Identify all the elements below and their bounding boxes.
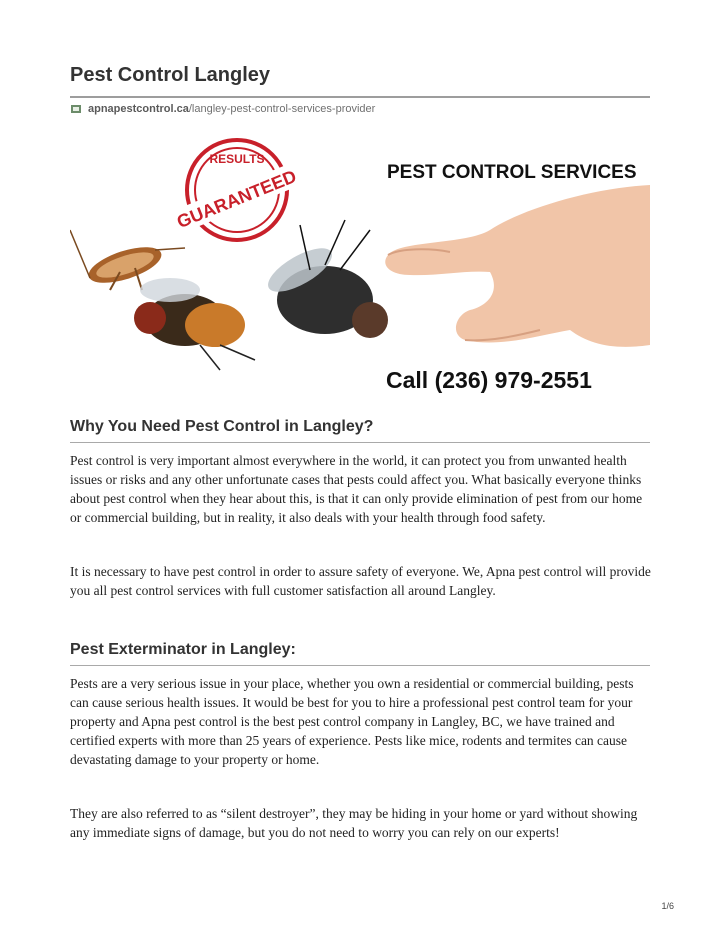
page-title: Pest Control Langley [70, 64, 271, 86]
hero-image [70, 130, 650, 398]
section-heading-exterminator: Pest Exterminator in Langley: [70, 641, 296, 658]
stamp-bottom-text: GUARANTEED [173, 166, 300, 233]
source-domain[interactable]: apnapestcontrol.ca [88, 103, 189, 115]
source-path[interactable]: /langley-pest-control-services-provider [188, 103, 376, 115]
hand-illustration [385, 185, 650, 347]
results-guaranteed-stamp [170, 140, 304, 240]
page-number: 1/6 [661, 901, 674, 911]
housefly-illustration [262, 220, 388, 338]
section-heading-why: Why You Need Pest Control in Langley? [70, 418, 374, 435]
hero-heading: PEST CONTROL SERVICES [387, 162, 637, 183]
section-divider [70, 442, 650, 443]
title-divider [70, 96, 650, 98]
stamp-top-text: RESULTS [209, 152, 265, 166]
hero-illustration [70, 130, 650, 398]
source-link[interactable] [70, 103, 375, 115]
paragraph: Pest control is very important almost everywhere in the world, it can protect you from unwanted health issues or risks and any other unfortunate cases that pests could affect you. What basically everyone thinks about pest control when they hear about this, is that it can only provide elimination of pest from our home or commercial building, but in reality, it also deals with your health through food safety. [70, 453, 643, 525]
paragraph: Pests are a very serious issue in your place, whether you own a residential or commercial building, pests can cause serious health issues. It would be best for you to hire a professional pest control team for your property and Apna pest control is the best pest control company in Langley, BC, we have trained and certified experts with more than 25 years of experience. Pests like mice, rodents and termites can cause devastating damage to your property or home. [70, 676, 634, 767]
paragraph: It is necessary to have pest control in order to assure safety of everyone. We, Apna pest control will provide you all pest control services with full customer satisfaction all around Langley. [70, 564, 651, 598]
fly-illustration [134, 278, 255, 370]
site-favicon-icon [70, 103, 82, 115]
section-divider [70, 665, 650, 666]
paragraph: They are also referred to as “silent destroyer”, they may be hiding in your home or yard without showing any immediate signs of damage, but you do not need to worry you can rely on our experts! [70, 806, 638, 840]
hero-phone: Call (236) 979-2551 [386, 367, 592, 393]
